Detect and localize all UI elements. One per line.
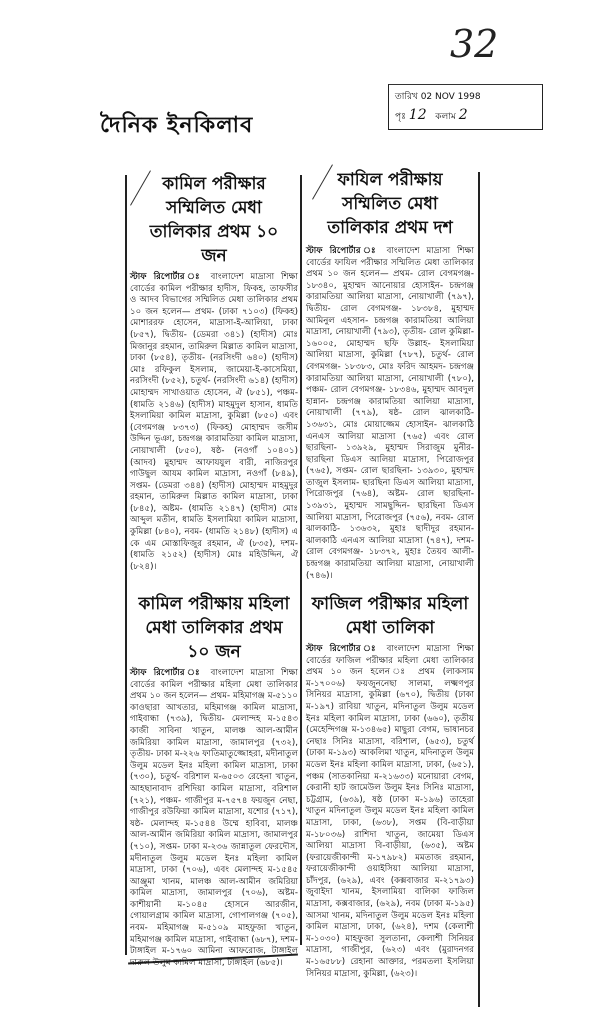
newspaper-masthead: দৈনিক ইনকিলাব bbox=[100, 113, 254, 138]
clipping-date-stamp bbox=[388, 84, 543, 130]
column-value: 2 bbox=[458, 107, 468, 123]
clipping-border-right bbox=[478, 172, 480, 1007]
article-headline: ফাজিল পরীক্ষার মহিলা মেধা তালিকা bbox=[311, 594, 469, 638]
article-kamil-combined-merit bbox=[130, 172, 298, 582]
byline: স্টাফ রিপোর্টার ঃ bbox=[130, 668, 204, 678]
article-headline: ফাযিল পরীক্ষায় সম্মিলিত মেধা তালিকার প্রথম দশ bbox=[327, 170, 453, 238]
article-text: বাংলাদেশ মাদ্রাসা শিক্ষা বোর্ডের কামিল পরীক্ষার মহিলা মেধা তালিকার প্রথম ১০ জন হলেন— প্রথম- মহিমাগঞ্জ ম-৫১১০ কাওছারা আখতার, মহিমাগঞ্জ কামিল মাদ্রাসা, গাইবান্ধা (৭৩৯), দ্বিতীয়- মেলান্দহ ম-১৫৪৩ কাজী সাবিনা খাতুন, মালঞ্চ আল-আমীন জমিরিয়া কামিল মাদ্রাসা, জামালপুর (৭৩২), তৃতীয়- ঢাকা ম-২২৬ ফাতিমাতুজ্জোহরা, মদীনাতুল উলুম মডেল ইনঃ মহিলা কামিল মাদ্রাসা, ঢাকা (৭৩০), চতুর্থ- বরিশাল ম-৬৫০৩ রেহেনা খাতুন, আহছানাবাদ রশিদিয়া কামিল মাদ্রাসা, বরিশাল (৭২১), পঞ্চম- গাজীপুর ম-৭৫৭৪ ফয়জুন নেছা, গাজীপুর রউফিয়া কামিল মাদ্রাসা, যশোর (৭১৭), ষষ্ঠ- মেলান্দহ ম-১৫৪৪ উম্মে হাবিবা, মালঞ্চ আল-আমীন জমিরিয়া কামিল মাদ্রাসা, জামালপুর (৭১০), সপ্তম- ঢাকা ম-২৩৬ জান্নাতুল ফেরদৌস, মদীনাতুল উলুম মডেল ইনঃ মহিলা কামিল মাদ্রাসা, ঢাকা (৭০৬), এবং মেলান্দহ ম-১৫৪৫ আঞ্জুমা খানম, মালঞ্চ আল-আমীন জমিরিয়া কামিল মাদ্রাসা, জামালপুর (৭০৬), অষ্টম- কাশীয়ানী ম-১০৪৫ হোসনে আরজীন, গোয়ালগ্রাম কামিল মাদ্রাসা, গোপালগঞ্জ (৭০৫), নবম- মহিমাগঞ্জ ম-৫১০৯ মাহফুজা খাতুন, মহিমাগঞ্জ কামিল মাদ্রাসা, গাইবান্ধা (৬৮৭), দশম- টাঙ্গাইল ম-১৭৬০ আমিনা আফরোজ, টাঙ্গাইল দারুল উলুম কামিল মাদ্রাসা, টাঙ্গাইল (৬৮৫)। bbox=[130, 668, 298, 968]
article-fazil-female-merit bbox=[306, 592, 474, 980]
left-column bbox=[130, 172, 298, 968]
article-body bbox=[306, 644, 474, 980]
clipping-border-middle bbox=[300, 175, 302, 945]
clipping-border-left bbox=[125, 175, 127, 955]
article-body bbox=[130, 668, 298, 968]
byline: স্টাফ রিপোর্টার ঃ bbox=[130, 272, 204, 282]
handwritten-page-number: 32 bbox=[450, 22, 499, 66]
page-label: পৃঃ bbox=[395, 112, 406, 122]
right-column bbox=[306, 168, 474, 980]
byline: স্টাফ রিপোর্টার ঃ bbox=[306, 644, 380, 654]
article-headline: কামিল পরীক্ষায় মহিলা মেধা তালিকার প্রথম ১০ জন bbox=[138, 594, 290, 662]
article-body bbox=[306, 246, 474, 582]
article-text: বাংলাদেশ মাদ্রাসা শিক্ষা বোর্ডের কামিল পরীক্ষার হাদীস, ফিকহ, তাফসীর ও আদব বিভাগের সম্মিলিত মেধা তালিকার প্রথম ১০ জন হলেন— প্রথম- (ঢাকা ৭১০৩) (ফিকহ) মোশাররফ হোসেন, মাদ্রাসা-ই-আলিয়া, ঢাকা (৮৫৭), দ্বিতীয়- (ডেমরা ৩৪১) (হাদীস) মোঃ মিজানুর রহমান, তামিরুল মিল্লাত কামিল মাদ্রাসা, ঢাকা (৮৫৪), তৃতীয়- (নরসিংদী ৬৪০) (হাদীস) মোঃ রফিকুল ইসলাম, জামেয়া-ই-কাসেমিয়া, নরসিংদী (৮৫২), চতুর্থ- (নরসিংদী ৬১৪) (হাদীস) মোহাম্মদ সাখাওয়াত হোসেন, ঐ (৮৫১), পঞ্চম- (ধামতি ২১৪৬) (হাদীস) মাহমুদুল হাসান, ধামতি ইসলামিয়া কামিল মাদ্রাসা, কুমিল্লা (৮৫০) এবং (বেগমগঞ্জ ৮৩৭৩) (ফিকহ) মোহাম্মদ জসীম উদ্দিন ভূঞা, চন্দ্রগঞ্জ কারামতিয়া কামিল মাদ্রাসা, নোয়াখালী (৮৫০), ষষ্ঠ- (নওগাঁ ১০৪০১) (আদব) মুহাম্মদ আফাযযুল বারী, নাজিরপুর গাউছুল আযম কামিল মাদ্রাসা, নওগাঁ (৮৪৯), সপ্তম- (ডেমরা ৩৪৪) (হাদীস) মোহাম্মদ মাহমুদুর রহমান, তামিরুল মিল্লাত কামিল মাদ্রাসা, ঢাকা (৮৪৫), অষ্টম- (ধামতি ২১৪৭) (হাদীস) মোঃ আব্দুল মতীন, ধামতি ইসলামিয়া কামিল মাদ্রাসা, কুমিল্লা (৮৪০), নবম- (ধামতি ২১৪৮) (হাদীস) এ কে এম মোস্তাফিজুর রহমান, ঐ (৮৩৫), দশম- (ধামতি ২১৫২) (হাদীস) মোঃ মহিউদ্দিন, ঐ (৮২৪)। bbox=[130, 272, 298, 572]
date-value: 02 NOV 1998 bbox=[420, 92, 481, 102]
article-headline: কামিল পরীক্ষার সম্মিলিত মেধা তালিকার প্রথম ১০ জন bbox=[149, 174, 279, 266]
page-value: 12 bbox=[408, 107, 427, 123]
column-label: কলাম bbox=[435, 112, 456, 122]
article-kamil-female-merit bbox=[130, 592, 298, 968]
byline: স্টাফ রিপোর্টার ঃ bbox=[306, 246, 380, 256]
article-fazil-combined-merit bbox=[306, 168, 474, 582]
article-text: বাংলাদেশ মাদ্রাসা শিক্ষা বোর্ডের ফাযিল পরীক্ষার সম্মিলিত মেধা তালিকার প্রথম ১০ জন হলেন— প্রথম- রোল বেগমগঞ্জ- ১৮৩৪০, মুহাম্মদ আনোয়ার হোসাইন- চন্দ্রগঞ্জ কারামতিয়া আলিয়া মাদ্রাসা, নোয়াখালী (৭৯৭), দ্বিতীয়- রোল বেগমগঞ্জ- ১৮৩৮৪, মুহাম্মদ আমিনুল এহসান- চন্দ্রগঞ্জ কারামতিয়া আলিয়া মাদ্রাসা, নোয়াখালী (৭৯৩), তৃতীয়- রোল কুমিল্লা- ১৬০০৫, মোহাম্মদ ছফি উল্লাহ- ইসলামিয়া আলিয়া মাদ্রাসা, কুমিল্লা (৭৮৭), চতুর্থ- রোল বেগমগঞ্জ- ১৮৩৮৩, মোঃ ফরিদ আহমদ- চন্দ্রগঞ্জ কারামতিয়া আলিয়া মাদ্রাসা, নোয়াখালী (৭৮০), পঞ্চম- রোল বেগমগঞ্জ- ১৮৩৪৬, মুহাম্মদ আবদুল হান্নান- চন্দ্রগঞ্জ কারামতিয়া আলিয়া মাদ্রাসা, নোয়াখালী (৭৭৯), ষষ্ঠ- রোল ঝালকাঠি- ১৩৬৩১, মোঃ মোয়াজ্জেম হোসাইন- ঝালকাঠি এনএস আলিয়া মাদ্রাসা (৭৬৫) এবং রোল ছারছিনা- ১৩৯২৯, মুহাম্মদ সিরাজুম মুনীর- ছারছিনা ডিএস আলিয়া মাদ্রাসা, পিরোজপুর (৭৬৫), সপ্তম- রোল ছারছিনা- ১৩৯৩০, মুহাম্মদ তাজুল ইসলাম- ছারছিনা ডিএস আলিয়া মাদ্রাসা, পিরোজপুর (৭৬৪), অষ্টম- রোল ছারছিনা- ১৩৯৩১, মুহাম্মদ সামছুদ্দিন- ছারছিনা ডিএস আলিয়া মাদ্রাসা, পিরোজপুর (৭৫৬), নবম- রোল ঝালকাঠি- ১৩৬৩২, মুহাঃ ছাদীদুর রহমান- ঝালকাঠি এনএস আলিয়া মাদ্রাসা (৭৪৭), দশম- রোল বেগমগঞ্জ- ১৮৩৭২, মুহাঃ তৈয়ব আলী- চন্দ্রগঞ্জ কারামতিয়া আলিয়া মাদ্রাসা, নোয়াখালী (৭৪৬)। bbox=[306, 246, 474, 581]
article-text: বাংলাদেশ মাদ্রাসা শিক্ষা বোর্ডের ফাজিল পরীক্ষার মহিলা মেধা তালিকার প্রথম ১০ জন হলেন ঃ প্রথম (লাকসাম ম-১৭০০৬) ফয়জুননেছা সালমা, লক্ষ্মণপুর সিনিয়র মাদ্রাসা, কুমিল্লা (৬৭০), দ্বিতীয় (ঢাকা ম-১৯৭) রাবিয়া খাতুন, মদিনাতুল উলুম মডেল ইনঃ মহিলা কামিল মাদ্রাসা, ঢাকা (৬৬০), তৃতীয় (মেহেন্দিগঞ্জ ম-১৩৪৬৫) মাছুরা বেগম, ভাষানচর নেছাঃ সিনিঃ মাদ্রাসা, বরিশাল, (৬৫৩), চতুর্থ (ঢাকা ম-১৯৩) আকলিমা খাতুন, মদিনাতুল উলুম মডেল ইনঃ মহিলা কামিল মাদ্রাসা, ঢাকা, (৬৫১), পঞ্চম (সাতকানিয়া ম-২১৬৩৩) মনোয়ারা বেগম, কেরানী হাট জামেউল উলুম ইনঃ সিনিঃ মাদ্রাসা, চট্টগ্রাম, (৬৩৯), ষষ্ঠ (ঢাকা ম-১৯৬) তাহেরা খাতুন মদিনাতুল উলুম মডেল ইনঃ মহিলা কামিল মাদ্রাসা, ঢাকা, (৬৩৮), সপ্তম (বি-বাড়ীয়া ম-১৮০৩৬) রাশিদা খাতুন, জামেয়া ডিএস আলিয়া মাদ্রাসা বি-বাড়ীয়া, (৬৩৫), অষ্টম (ফরায়েজীকান্দী ম-১৭৯৮২) মমতাজ রহমান, ফরায়েজীকান্দী ওয়াইসিয়া আলিয়া মাদ্রাসা, চাঁদপুর, (৬২৯), এবং (কক্সবাজার ম-২১৭৯৩) জুবাইদা খানম, ইসলামিয়া বালিকা ফাজিল মাদ্রাসা, কক্সবাজার, (৬২৯), নবম (ঢাকা ম-১৯৫) আসমা খানম, মদিনাতুল উলুম মডেল ইনঃ মহিলা কামিল মাদ্রাসা, ঢাকা, (৬২৪), দশম (কেলাশী ম-১০৩০) মাহফুজা সুলতানা, কেলাশী সিনিয়র মাদ্রাসা, গাজীপুর, (৬২৩) এবং (মুরাদনগর ম-১৬৫৮৮) রেহানা আক্তার, পরমতলা ইসলিয়া সিনিয়র মাদ্রাসা, কুমিল্লা, (৬২৩)। bbox=[306, 644, 474, 979]
article-body bbox=[130, 272, 298, 582]
date-label: তারিখ bbox=[395, 92, 418, 102]
